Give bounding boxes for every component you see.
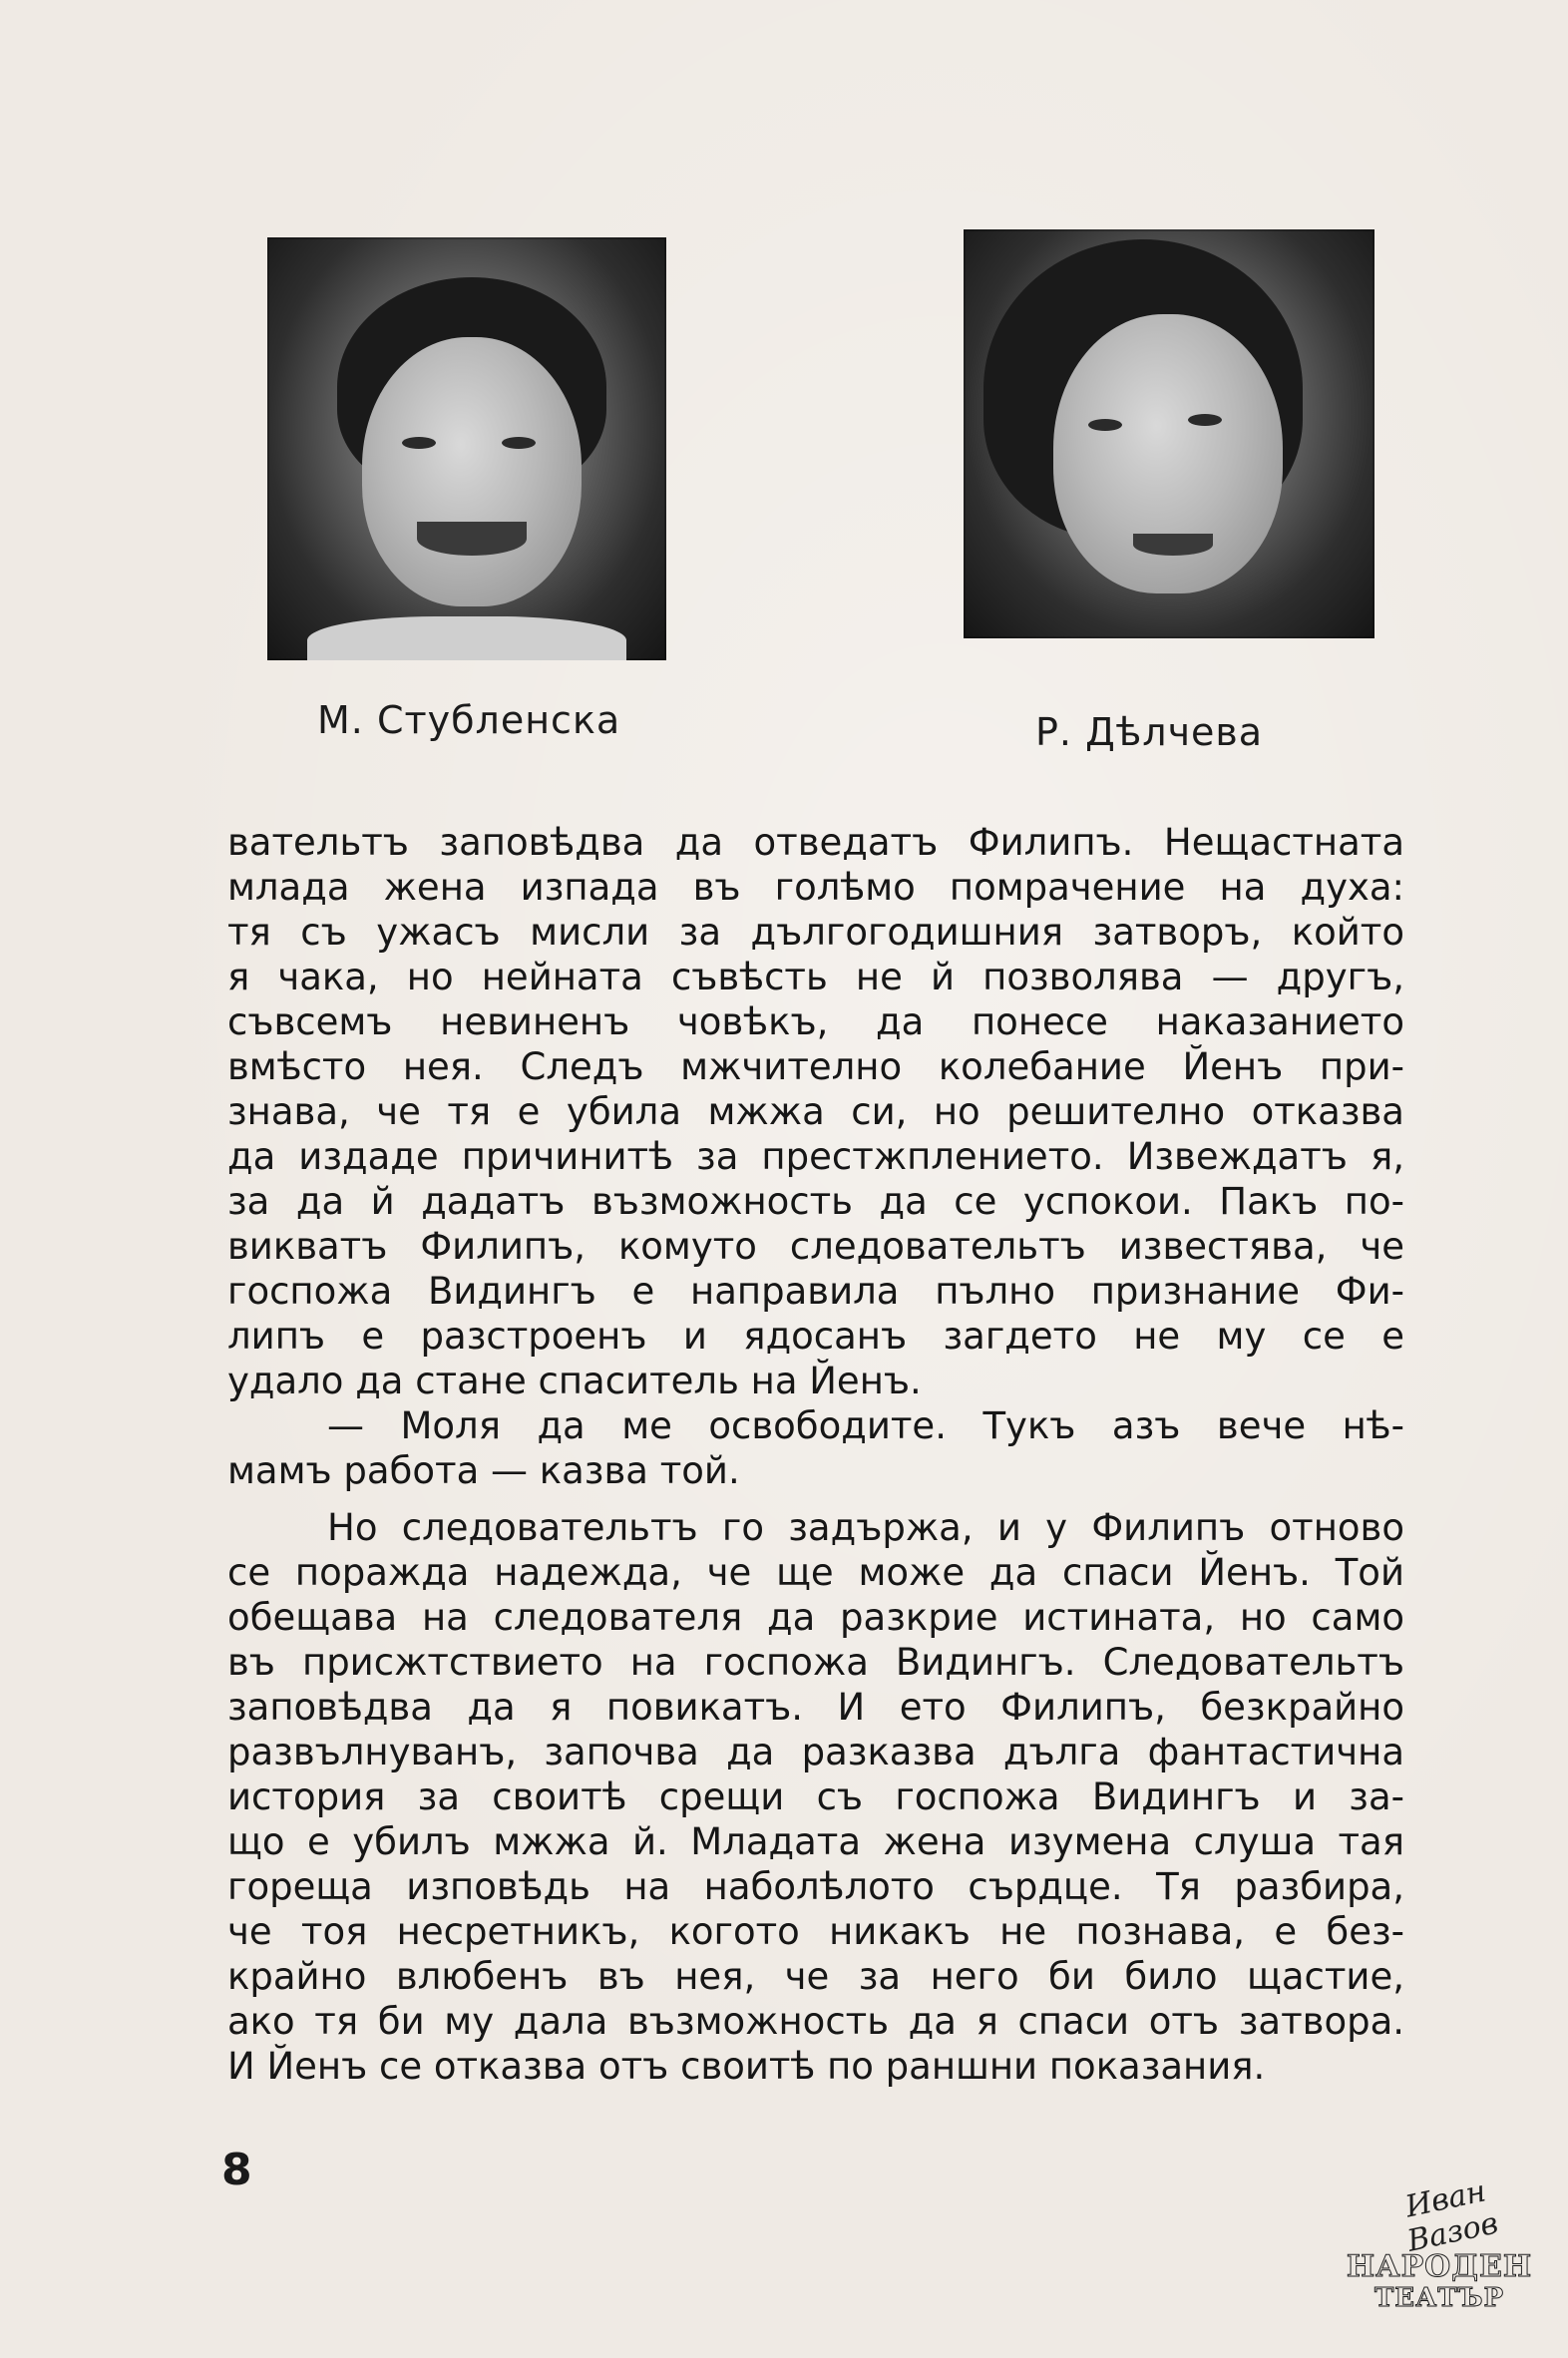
- text-line: млада жена изпада въ голѣмо помрачение на духа:: [227, 866, 1404, 909]
- text-line: история за своитѣ срещи съ госпожа Видингъ и за-: [227, 1775, 1404, 1818]
- text-line: я чака, но нейната съвѣсть не й позволява — другъ,: [227, 956, 1404, 998]
- text-line: развълнуванъ, започва да разказва дълга фантастична: [227, 1731, 1404, 1773]
- photo-eye: [1188, 414, 1222, 426]
- text-line: заповѣдва да я повикатъ. И ето Филипъ, безкрайно: [227, 1686, 1404, 1729]
- body-text: [227, 820, 1404, 2089]
- photo-eye: [402, 437, 436, 449]
- photo-collar: [307, 616, 626, 660]
- text-line: въ присжтствието на госпожа Видингъ. Следовательтъ: [227, 1641, 1404, 1684]
- text-line: госпожа Видингъ е направила пълно признание Фи-: [227, 1270, 1404, 1313]
- text-line: крайно влюбенъ въ нея, че за него би било щастие,: [227, 1955, 1404, 1998]
- text-line: знава, че тя е убила мжжа си, но решително отказва: [227, 1090, 1404, 1133]
- text-line: викватъ Филипъ, комуто следовательтъ известява, че: [227, 1225, 1404, 1268]
- text-line: ако тя би му дала възможность да я спаси отъ затвора.: [227, 2000, 1404, 2043]
- caption-delcheva: Р. Дѣлчева: [1035, 710, 1264, 754]
- photo-eye: [502, 437, 536, 449]
- text-line: за да й дадатъ възможность да се успокои. Пакъ по-: [227, 1180, 1404, 1223]
- text-line: вательтъ заповѣдва да отведатъ Филипъ. Нещастната: [227, 821, 1404, 864]
- national-theatre-stamp: [1345, 2173, 1534, 2313]
- text-line: съвсемъ невиненъ човѣкъ, да понесе наказанието: [227, 1000, 1404, 1043]
- text-line: вмѣсто нея. Следъ мжчително колебание Йенъ при-: [227, 1045, 1404, 1088]
- text-line: що е убилъ мжжа й. Младата жена изумена слуша тая: [227, 1820, 1404, 1863]
- text-line: липъ е разстроенъ и ядосанъ загдето не му се е: [227, 1315, 1404, 1358]
- photo-mouth: [417, 522, 527, 556]
- text-line: да издаде причинитѣ за престжплението. Извеждатъ я,: [227, 1135, 1404, 1178]
- text-line: — Моля да ме освободите. Тукъ азъ вече нѣ-: [327, 1404, 1404, 1447]
- text-line: Но следовательтъ го задържа, и у Филипъ отново: [327, 1506, 1404, 1549]
- stamp-signature: Иван Вазов: [1401, 2173, 1501, 2259]
- text-line: се поражда надежда, че ще може да спаси Йенъ. Той: [227, 1551, 1404, 1594]
- photo-eye: [1088, 419, 1122, 431]
- text-line: И Йенъ се отказва отъ своитѣ по раншни показания.: [227, 2045, 1266, 2088]
- text-line: удало да стане спаситель на Йенъ.: [227, 1360, 922, 1402]
- portrait-photo-stublenska: [267, 237, 666, 660]
- photo-mouth: [1133, 534, 1213, 556]
- paragraph-gap: [227, 1493, 1404, 1505]
- page-number: 8: [221, 2145, 252, 2195]
- text-line: мамъ работа — казва той.: [227, 1449, 740, 1492]
- photo-face: [362, 337, 582, 606]
- stamp-line-2: ТЕАТЪР: [1373, 2283, 1505, 2313]
- text-line: гореща изповѣдь на наболѣлото сърдце. Тя разбира,: [227, 1865, 1404, 1908]
- text-line: че тоя несретникъ, когото никакъ не познава, е без-: [227, 1910, 1404, 1953]
- caption-stublenska: М. Стубленска: [317, 698, 621, 742]
- stamp-line-1: НАРОДЕН: [1346, 2249, 1533, 2284]
- text-line: тя съ ужасъ мисли за дългогодишния затворъ, който: [227, 911, 1404, 954]
- text-line: обещава на следователя да разкрие истината, но само: [227, 1596, 1404, 1639]
- portrait-photo-delcheva: [964, 229, 1374, 638]
